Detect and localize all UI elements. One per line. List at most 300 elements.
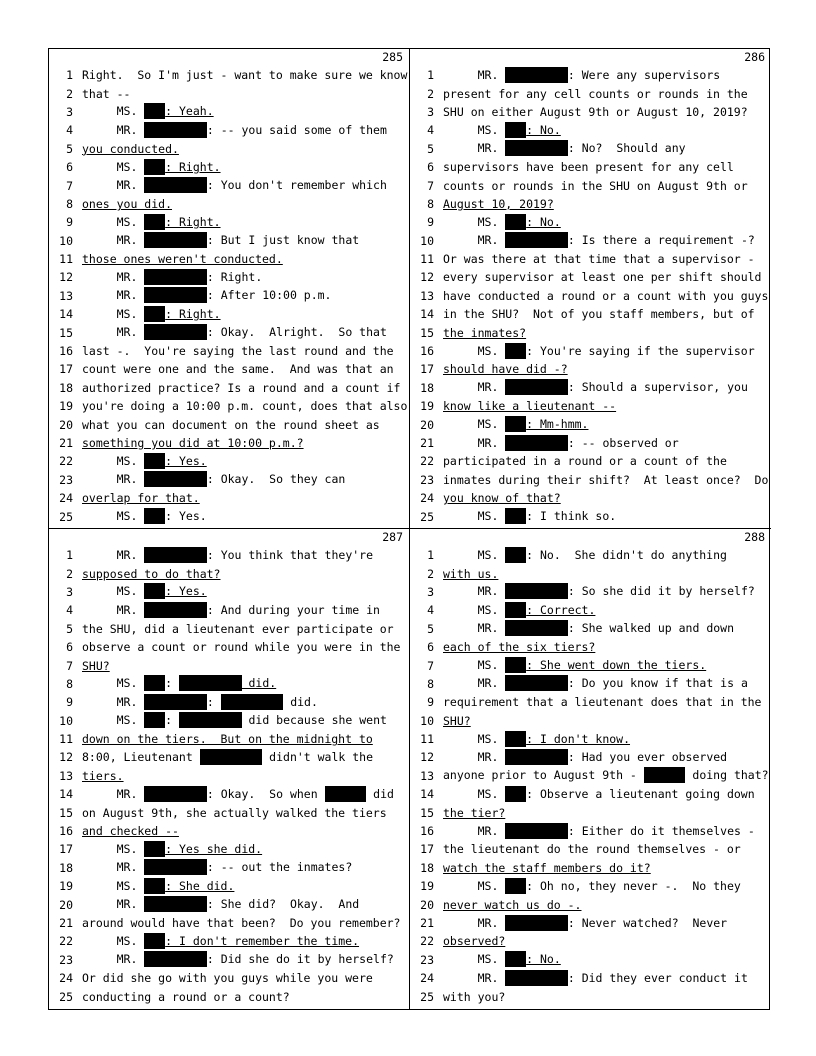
line-number: 17 bbox=[59, 362, 73, 377]
transcript-line bbox=[49, 268, 409, 286]
text-segment: MS. bbox=[443, 602, 506, 617]
transcript-line bbox=[410, 489, 771, 507]
line-number: 17 bbox=[420, 842, 434, 857]
text-segment: : Okay. So they can bbox=[206, 472, 346, 487]
redaction-block bbox=[505, 416, 526, 432]
line-text bbox=[443, 140, 771, 157]
redaction-block bbox=[144, 287, 207, 303]
line-text bbox=[82, 896, 409, 913]
text-segment: MR. bbox=[443, 141, 506, 156]
transcript-line bbox=[410, 140, 771, 158]
text-segment: MR. bbox=[82, 325, 145, 340]
text-segment: : Did she do it by herself? bbox=[206, 952, 394, 967]
line-number: 11 bbox=[420, 732, 434, 747]
line-text bbox=[443, 657, 771, 674]
transcript-line bbox=[49, 822, 409, 840]
line-text bbox=[443, 970, 771, 987]
transcript-line bbox=[410, 987, 771, 1005]
text-segment: MS. bbox=[443, 878, 506, 893]
text-segment: SHU on either August 9th or August 10, 2019? bbox=[443, 104, 748, 119]
transcript-line bbox=[410, 103, 771, 121]
text-segment: MR. bbox=[82, 694, 145, 709]
line-number: 6 bbox=[427, 640, 434, 655]
text-segment: something you did at 10:00 p.m.? bbox=[82, 436, 304, 450]
line-number: 24 bbox=[59, 491, 73, 506]
transcript-line bbox=[410, 360, 771, 378]
transcript-line bbox=[49, 195, 409, 213]
line-number: 24 bbox=[420, 971, 434, 986]
text-segment: : After 10:00 p.m. bbox=[206, 288, 332, 303]
line-number: 11 bbox=[59, 732, 73, 747]
text-segment: and checked -- bbox=[82, 824, 179, 839]
transcript-line bbox=[49, 656, 409, 674]
line-number: 5 bbox=[427, 621, 434, 636]
redaction-block bbox=[144, 159, 165, 175]
line-text bbox=[443, 583, 771, 600]
transcript-line bbox=[410, 305, 771, 323]
text-segment: watch the staff members do it? bbox=[443, 860, 651, 875]
transcript-line bbox=[410, 693, 771, 711]
line-text bbox=[82, 436, 409, 450]
redaction-block bbox=[325, 786, 367, 802]
text-segment: MS. bbox=[443, 952, 506, 967]
transcript-line bbox=[49, 342, 409, 360]
line-number: 23 bbox=[59, 472, 73, 487]
line-number: 12 bbox=[59, 270, 73, 285]
line-number: 7 bbox=[66, 178, 73, 193]
line-text bbox=[443, 179, 771, 193]
text-segment: : So she did it by herself? bbox=[567, 584, 755, 599]
transcript-line bbox=[49, 176, 409, 194]
line-text bbox=[82, 197, 409, 211]
transcript-line bbox=[410, 268, 771, 286]
text-segment: MR. bbox=[82, 952, 145, 967]
line-number: 9 bbox=[66, 215, 73, 230]
line-number: 9 bbox=[427, 215, 434, 230]
transcript-line bbox=[49, 951, 409, 969]
line-text bbox=[82, 122, 409, 139]
line-number: 7 bbox=[427, 658, 434, 673]
transcript-line bbox=[410, 638, 771, 656]
line-number: 15 bbox=[59, 325, 73, 340]
text-segment: doing that? bbox=[685, 768, 769, 783]
redaction-block bbox=[200, 749, 263, 765]
line-text bbox=[443, 620, 771, 637]
text-segment: : bbox=[165, 676, 180, 691]
line-text bbox=[443, 861, 771, 875]
text-segment: : She walked up and down bbox=[567, 621, 735, 636]
line-number: 22 bbox=[59, 454, 73, 469]
transcript-line bbox=[49, 287, 409, 305]
text-segment: observed? bbox=[443, 934, 506, 949]
text-segment: : Should a supervisor, you bbox=[567, 380, 748, 395]
transcript-line bbox=[49, 675, 409, 693]
text-segment: MR. bbox=[82, 122, 145, 137]
transcript-line bbox=[410, 932, 771, 950]
line-number: 2 bbox=[66, 86, 73, 101]
line-number: 9 bbox=[66, 695, 73, 710]
line-text bbox=[82, 508, 409, 525]
redaction-block bbox=[144, 547, 207, 563]
redaction-block bbox=[144, 896, 207, 912]
line-text bbox=[443, 508, 771, 525]
transcript-page bbox=[410, 529, 771, 1009]
text-segment: MR. bbox=[443, 380, 506, 395]
redaction-block bbox=[144, 712, 165, 728]
line-text bbox=[443, 362, 771, 376]
transcript-line bbox=[410, 822, 771, 840]
redaction-block bbox=[505, 657, 526, 673]
transcript-line bbox=[410, 434, 771, 452]
line-text bbox=[82, 933, 409, 950]
line-number: 20 bbox=[59, 417, 73, 432]
transcript-line bbox=[410, 895, 771, 913]
text-segment: : You think that they're bbox=[206, 547, 374, 562]
line-text bbox=[443, 473, 771, 487]
line-text bbox=[82, 252, 409, 266]
text-segment: : No? Should any bbox=[567, 141, 686, 156]
line-text bbox=[443, 270, 771, 284]
transcript-line bbox=[49, 987, 409, 1005]
transcript-line bbox=[410, 452, 771, 470]
transcript-line bbox=[410, 323, 771, 341]
transcript-line bbox=[49, 932, 409, 950]
text-segment: : Mm-hmm. bbox=[526, 417, 589, 432]
redaction-block bbox=[505, 214, 526, 230]
line-text bbox=[443, 951, 771, 968]
text-segment: : -- you said some of them bbox=[206, 122, 387, 137]
transcript-line bbox=[49, 748, 409, 766]
line-text bbox=[443, 675, 771, 692]
line-text bbox=[82, 399, 409, 413]
redaction-block bbox=[505, 731, 526, 747]
line-number: 15 bbox=[420, 325, 434, 340]
line-text bbox=[82, 418, 409, 432]
page-number: 285 bbox=[382, 50, 403, 64]
line-number: 11 bbox=[420, 252, 434, 267]
line-number: 21 bbox=[420, 436, 434, 450]
text-segment: tiers. bbox=[82, 768, 124, 783]
line-text bbox=[443, 379, 771, 396]
line-text bbox=[443, 122, 771, 139]
text-segment: every supervisor at least one per shift should bbox=[443, 270, 762, 285]
transcript-line bbox=[49, 620, 409, 638]
line-text bbox=[443, 786, 771, 803]
line-number: 16 bbox=[420, 344, 434, 359]
line-number: 14 bbox=[59, 787, 73, 802]
line-text bbox=[443, 823, 771, 840]
line-text bbox=[82, 712, 409, 729]
text-segment: MR. bbox=[82, 547, 145, 562]
line-number: 16 bbox=[59, 824, 73, 839]
line-text bbox=[82, 990, 409, 1004]
line-number: 25 bbox=[59, 509, 73, 524]
redaction-block bbox=[505, 343, 526, 359]
text-segment: did because she went bbox=[241, 713, 387, 728]
transcript-line bbox=[49, 969, 409, 987]
text-segment: : No. She didn't do anything bbox=[526, 547, 727, 562]
transcript-line bbox=[49, 564, 409, 582]
line-number: 7 bbox=[66, 658, 73, 673]
text-segment: : Is there a requirement -? bbox=[567, 233, 755, 248]
redaction-block bbox=[505, 583, 568, 599]
text-segment: those ones weren't conducted. bbox=[82, 252, 283, 267]
redaction-block bbox=[505, 232, 568, 248]
redaction-block bbox=[221, 694, 284, 710]
text-segment: : Yes. bbox=[165, 453, 207, 468]
transcript-line bbox=[49, 785, 409, 803]
redaction-block bbox=[144, 306, 165, 322]
line-number: 13 bbox=[59, 768, 73, 783]
text-segment: supposed to do that? bbox=[82, 566, 221, 581]
text-segment: last -. You're saying the last round and the bbox=[82, 344, 394, 359]
text-segment: : You don't remember which bbox=[206, 178, 387, 193]
redaction-block bbox=[505, 970, 568, 986]
text-segment: : She did. bbox=[165, 878, 235, 893]
line-number: 9 bbox=[427, 695, 434, 710]
transcript-line bbox=[49, 140, 409, 158]
transcript-line bbox=[49, 877, 409, 895]
text-segment: : Yeah. bbox=[165, 104, 214, 119]
line-text bbox=[82, 602, 409, 619]
text-segment: MS. bbox=[443, 786, 506, 801]
transcript-line bbox=[410, 546, 771, 564]
line-text bbox=[82, 622, 409, 636]
redaction-block bbox=[505, 140, 568, 156]
line-number: 3 bbox=[66, 104, 73, 119]
text-segment: : Do you know if that is a bbox=[567, 676, 748, 691]
line-number: 25 bbox=[59, 989, 73, 1004]
line-list bbox=[410, 66, 771, 526]
text-segment: : No. bbox=[526, 122, 561, 137]
text-segment: : Okay. Alright. So that bbox=[206, 325, 387, 340]
line-text bbox=[82, 824, 409, 838]
line-number: 19 bbox=[59, 399, 73, 414]
line-text bbox=[443, 749, 771, 766]
line-number: 4 bbox=[66, 603, 73, 618]
transcript-line bbox=[410, 121, 771, 139]
transcript-line bbox=[410, 730, 771, 748]
line-text bbox=[82, 324, 409, 341]
text-segment: supervisors have been present for any cell bbox=[443, 160, 734, 175]
line-number: 23 bbox=[420, 952, 434, 967]
text-segment: : She went down the tiers. bbox=[526, 658, 707, 673]
transcript-line bbox=[49, 84, 409, 102]
transcript-line bbox=[410, 397, 771, 415]
line-text bbox=[443, 289, 771, 303]
text-segment: MS. bbox=[443, 417, 506, 432]
transcript-line bbox=[49, 452, 409, 470]
text-segment: counts or rounds in the SHU on August 9th or bbox=[443, 178, 748, 193]
line-text bbox=[82, 878, 409, 895]
text-segment: : Oh no, they never -. No they bbox=[526, 878, 741, 893]
text-segment: : Never watched? Never bbox=[567, 915, 728, 930]
line-text bbox=[82, 159, 409, 176]
text-segment: Or was there at that time that a supervisor - bbox=[443, 252, 755, 267]
line-list bbox=[410, 546, 771, 1006]
text-segment: anyone prior to August 9th - bbox=[443, 768, 644, 783]
transcript-line bbox=[49, 66, 409, 84]
redaction-block bbox=[505, 749, 568, 765]
transcript-line bbox=[49, 601, 409, 619]
line-text bbox=[82, 749, 409, 766]
transcript-line bbox=[49, 489, 409, 507]
line-text bbox=[82, 214, 409, 231]
line-text bbox=[443, 842, 771, 856]
transcript-line bbox=[49, 507, 409, 525]
line-number: 20 bbox=[420, 417, 434, 432]
line-number: 15 bbox=[59, 805, 73, 820]
transcript-line bbox=[410, 675, 771, 693]
line-number: 25 bbox=[420, 509, 434, 524]
text-segment: MS. bbox=[443, 214, 506, 229]
transcript-line bbox=[410, 507, 771, 525]
line-number: 2 bbox=[427, 566, 434, 581]
redaction-block bbox=[505, 122, 526, 138]
line-number: 14 bbox=[420, 787, 434, 802]
line-text bbox=[443, 307, 771, 321]
transcript-page bbox=[410, 49, 771, 529]
transcript-line bbox=[410, 84, 771, 102]
line-number: 6 bbox=[427, 160, 434, 175]
text-segment: overlap for that. bbox=[82, 491, 200, 506]
text-segment: MS. bbox=[82, 453, 145, 468]
text-segment: MR. bbox=[82, 786, 145, 801]
text-segment: MR. bbox=[82, 602, 145, 617]
text-segment: : Right. bbox=[206, 269, 263, 284]
text-segment: Or did she go with you guys while you were bbox=[82, 971, 373, 986]
redaction-block bbox=[505, 508, 526, 524]
text-segment: you know of that? bbox=[443, 491, 561, 506]
line-text bbox=[82, 841, 409, 858]
transcript-line bbox=[49, 712, 409, 730]
line-number: 16 bbox=[59, 344, 73, 359]
line-number: 6 bbox=[66, 640, 73, 655]
redaction-block bbox=[144, 933, 165, 949]
line-number: 22 bbox=[420, 934, 434, 949]
redaction-block bbox=[144, 878, 165, 894]
text-segment: MS. bbox=[82, 933, 145, 948]
line-number: 7 bbox=[427, 178, 434, 193]
text-segment: MR. bbox=[82, 897, 145, 912]
transcript-page bbox=[49, 49, 410, 529]
text-segment: the tier? bbox=[443, 805, 506, 820]
line-text bbox=[82, 971, 409, 985]
line-number: 10 bbox=[420, 233, 434, 248]
line-text bbox=[82, 491, 409, 505]
line-text bbox=[82, 344, 409, 358]
text-segment: MR. bbox=[82, 178, 145, 193]
text-segment: MS. bbox=[82, 713, 145, 728]
transcript-line bbox=[49, 583, 409, 601]
text-segment: : No. bbox=[526, 952, 561, 967]
redaction-block bbox=[505, 915, 568, 931]
redaction-block bbox=[144, 786, 207, 802]
line-text bbox=[82, 732, 409, 746]
redaction-block bbox=[144, 122, 207, 138]
line-number: 23 bbox=[59, 952, 73, 967]
line-number: 8 bbox=[66, 196, 73, 211]
transcript-line bbox=[49, 471, 409, 489]
line-number: 17 bbox=[420, 362, 434, 377]
transcript-line bbox=[49, 730, 409, 748]
line-number: 22 bbox=[420, 454, 434, 469]
line-number: 1 bbox=[66, 548, 73, 563]
line-text bbox=[443, 898, 771, 912]
line-number: 8 bbox=[427, 196, 434, 211]
transcript-line bbox=[49, 397, 409, 415]
line-number: 20 bbox=[59, 897, 73, 912]
line-number: 3 bbox=[66, 584, 73, 599]
line-number: 22 bbox=[59, 934, 73, 949]
text-segment: ones you did. bbox=[82, 196, 173, 211]
redaction-block bbox=[505, 675, 568, 691]
line-text bbox=[443, 602, 771, 619]
text-segment: the lieutenant do the round themselves - or bbox=[443, 842, 741, 857]
text-segment: MS. bbox=[82, 104, 145, 119]
text-segment: : I don't know. bbox=[526, 731, 631, 746]
line-text bbox=[82, 103, 409, 120]
text-segment: did. bbox=[241, 676, 277, 691]
redaction-block bbox=[505, 435, 568, 451]
line-number: 1 bbox=[66, 68, 73, 83]
text-segment: MR. bbox=[443, 67, 506, 82]
line-number: 11 bbox=[59, 252, 73, 267]
line-number: 13 bbox=[59, 288, 73, 303]
line-number: 23 bbox=[420, 472, 434, 487]
redaction-block bbox=[505, 951, 526, 967]
redaction-block bbox=[144, 583, 165, 599]
line-text bbox=[443, 767, 771, 784]
text-segment: present for any cell counts or rounds in the bbox=[443, 86, 748, 101]
text-segment: count were one and the same. And was that an bbox=[82, 362, 394, 377]
page-number: 288 bbox=[744, 530, 765, 544]
line-text bbox=[82, 547, 409, 564]
text-segment: MS. bbox=[443, 731, 506, 746]
text-segment: : Were any supervisors bbox=[567, 67, 721, 82]
text-segment: with you? bbox=[443, 989, 506, 1004]
text-segment: participated in a round or a count of the bbox=[443, 454, 727, 469]
line-text bbox=[82, 87, 409, 101]
line-text bbox=[82, 232, 409, 249]
line-number: 1 bbox=[427, 68, 434, 83]
text-segment: : bbox=[206, 694, 221, 709]
transcript-line bbox=[49, 232, 409, 250]
transcript-sheet bbox=[48, 48, 770, 1010]
line-text bbox=[82, 786, 409, 803]
transcript-line bbox=[410, 767, 771, 785]
text-segment: 8:00, Lieutenant bbox=[82, 749, 200, 764]
line-text bbox=[443, 252, 771, 266]
text-segment: : Had you ever observed bbox=[567, 749, 728, 764]
transcript-line bbox=[410, 66, 771, 84]
transcript-line bbox=[49, 638, 409, 656]
transcript-line bbox=[410, 564, 771, 582]
line-number: 17 bbox=[59, 842, 73, 857]
text-segment: : No. bbox=[526, 214, 561, 229]
line-number: 13 bbox=[420, 768, 434, 783]
transcript-line bbox=[410, 250, 771, 268]
line-text bbox=[443, 232, 771, 249]
transcript-line bbox=[49, 840, 409, 858]
transcript-line bbox=[410, 176, 771, 194]
line-text bbox=[82, 583, 409, 600]
transcript-line bbox=[49, 693, 409, 711]
text-segment: MR. bbox=[443, 233, 506, 248]
line-text bbox=[443, 547, 771, 564]
line-number: 19 bbox=[420, 399, 434, 414]
redaction-block bbox=[144, 471, 207, 487]
